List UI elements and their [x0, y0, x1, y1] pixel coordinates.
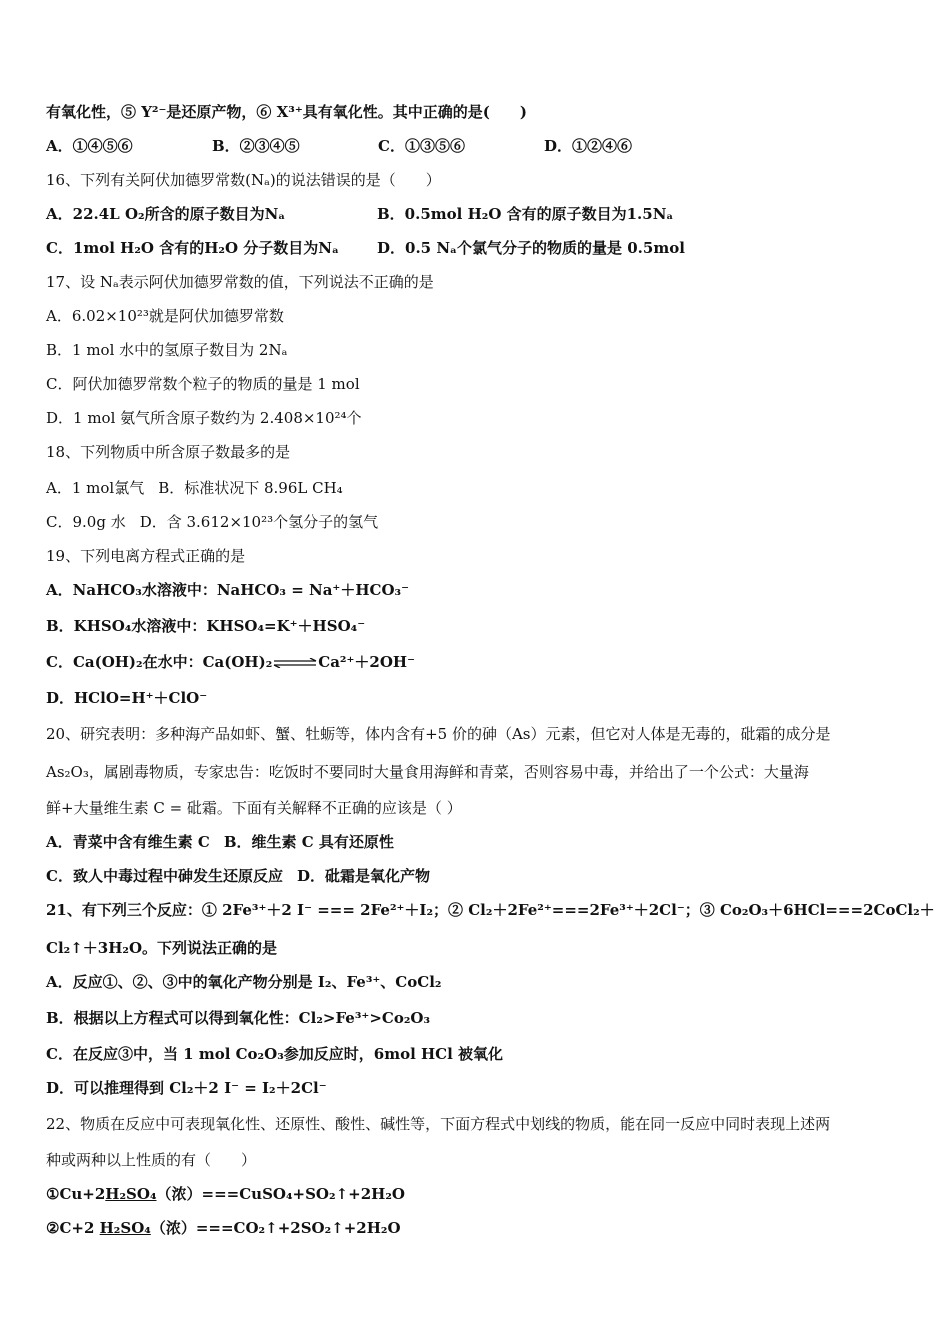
q20-option-a: A．青菜中含有维生素 C [46, 833, 210, 851]
q22-eq2-post: （浓）===CO₂↑+2SO₂↑+2H₂O [150, 1219, 401, 1237]
q22-stem-line-1: 22、物质在反应中可表现氧化性、还原性、酸性、碱性等，下面方程式中划线的物质，能在同一反应中同时表现上述两 [46, 1115, 831, 1133]
q22-equation-2 [46, 1218, 916, 1238]
q15-options [46, 136, 916, 156]
q22-stem-line-2: 种或两种以上性质的有（ ） [46, 1151, 257, 1169]
q20-options-cd [46, 866, 916, 886]
q15-option-c: C．①③⑤⑥ [378, 137, 465, 155]
q22-eq2-underlined: H₂SO₄ [99, 1219, 151, 1237]
q22-eq1-underlined: H₂SO₄ [105, 1185, 157, 1203]
q20-option-c: C．致人中毒过程中砷发生还原反应 [46, 867, 283, 885]
q18-stem: 18、下列物质中所含原子数最多的是 [46, 443, 291, 461]
q20-stem-line-2: As₂O₃，属剧毒物质，专家忠告：吃饭时不要同时大量食用海鲜和青菜，否则容易中毒，并给出了一个公式：大量海 [46, 763, 809, 781]
q17-option-b: B．1 mol 水中的氢原子数目为 2Nₐ [46, 341, 288, 359]
q21-option-a: A．反应①、②、③中的氧化产物分别是 I₂、Fe³⁺、CoCl₂ [46, 973, 442, 991]
q22-eq2-pre: ②C+2 [46, 1219, 100, 1237]
q16-option-b: B．0.5mol H₂O 含有的原子数目为1.5Nₐ [377, 205, 674, 223]
q21-option-b: B．根据以上方程式可以得到氧化性：Cl₂>Fe³⁺>Co₂O₃ [46, 1009, 431, 1027]
q20-option-d: D．砒霜是氧化产物 [296, 867, 430, 885]
q15-option-a: A．①④⑤⑥ [46, 137, 133, 155]
q18-option-d: D．含 3.612×10²³个氢分子的氢气 [139, 513, 379, 531]
q17-option-a: A．6.02×10²³就是阿伏加德罗常数 [46, 307, 284, 325]
q18-option-a: A．1 mol氯气 [46, 479, 145, 497]
q19-stem: 19、下列电离方程式正确的是 [46, 547, 246, 565]
q20-stem-line-1: 20、研究表明：多种海产品如虾、蟹、牡蛎等，体内含有+5 价的砷（As）元素，但它对人体是无毒的，砒霜的成分是 [46, 725, 831, 743]
q20-stem-line-3: 鲜+大量维生素 C = 砒霜。下面有关解释不正确的应该是（ ） [46, 799, 462, 817]
q17-option-d: D．1 mol 氨气所含原子数约为 2.408×10²⁴个 [46, 409, 362, 427]
q18-options-cd [46, 512, 916, 532]
q17-stem: 17、设 Nₐ表示阿伏加德罗常数的值，下列说法不正确的是 [46, 273, 434, 291]
q19-option-a: A．NaHCO₃水溶液中：NaHCO₃ = Na⁺＋HCO₃⁻ [46, 581, 410, 599]
q19-option-c-right: Ca²⁺＋2OH⁻ [318, 653, 416, 671]
q18-option-b: B．标准状况下 8.96L CH₄ [158, 479, 343, 497]
q17-option-c: C．阿伏加德罗常数个粒子的物质的量是 1 mol [46, 375, 360, 393]
q18-option-c: C．9.0g 水 [46, 513, 126, 531]
q15-stem-tail: 有氧化性，⑤ Y²⁻是还原产物，⑥ X³⁺具有氧化性。其中正确的是( ) [46, 103, 527, 121]
q15-option-d: D．①②④⑥ [544, 137, 633, 155]
q16-option-c: C．1mol H₂O 含有的H₂O 分子数目为Nₐ [46, 239, 339, 257]
q16-stem: 16、下列有关阿伏加德罗常数(Nₐ)的说法错误的是（ ） [46, 171, 441, 189]
q21-stem-line-1: 21、有下列三个反应：① 2Fe³⁺＋2 I⁻ === 2Fe²⁺＋I₂；② Cl₂＋2Fe²⁺===2Fe³⁺＋2Cl⁻；③ Co₂O₃＋6HCl===2CoCl₂＋ [46, 901, 935, 919]
q20-options-ab [46, 832, 916, 852]
equilibrium-arrow-icon [272, 658, 318, 668]
q22-equation-1 [46, 1184, 916, 1204]
q19-option-d: D．HClO=H⁺＋ClO⁻ [46, 689, 208, 707]
q16-options-ab [46, 204, 916, 224]
q22-eq1-post: （浓）===CuSO₄+SO₂↑+2H₂O [156, 1185, 405, 1203]
q16-option-a: A．22.4L O₂所含的原子数目为Nₐ [46, 205, 286, 223]
q19-option-c [46, 652, 916, 672]
q20-option-b: B．维生素 C 具有还原性 [223, 833, 394, 851]
q22-eq1-pre: ①Cu+2 [46, 1185, 106, 1203]
q15-option-b: B．②③④⑤ [212, 137, 300, 155]
q16-options-cd [46, 238, 916, 258]
q19-option-b: B．KHSO₄水溶液中：KHSO₄=K⁺＋HSO₄⁻ [46, 617, 366, 635]
q21-option-c: C．在反应③中，当 1 mol Co₂O₃参加反应时，6mol HCl 被氧化 [46, 1045, 504, 1063]
q18-options-ab [46, 478, 916, 498]
q21-option-d: D．可以推理得到 Cl₂＋2 I⁻ = I₂＋2Cl⁻ [46, 1079, 327, 1097]
q21-stem-line-2: Cl₂↑＋3H₂O。下列说法正确的是 [46, 939, 278, 957]
q19-option-c-left: C．Ca(OH)₂在水中：Ca(OH)₂ [46, 653, 273, 671]
q16-option-d: D．0.5 Nₐ个氯气分子的物质的量是 0.5mol [377, 239, 685, 257]
